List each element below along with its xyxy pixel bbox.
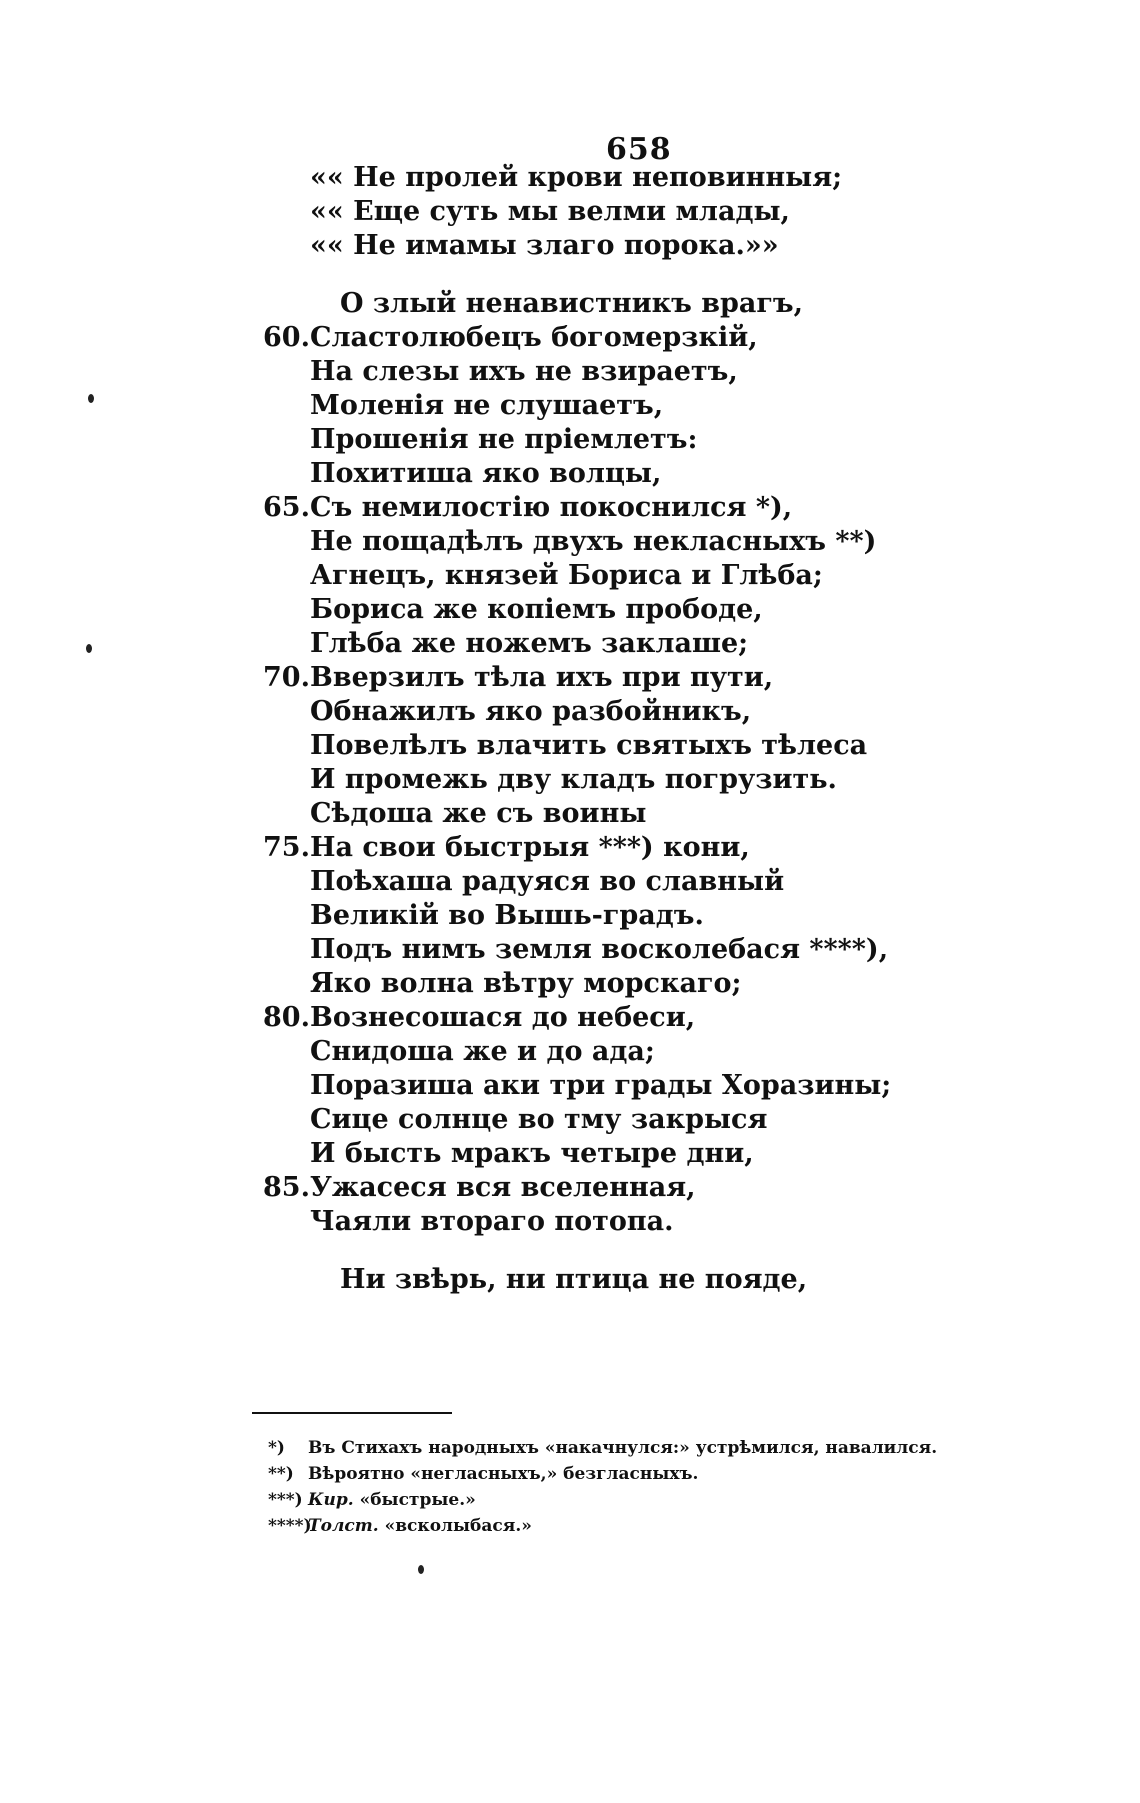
footnote [268,1514,532,1538]
line-text: О злый ненавистникъ врагъ, [340,288,804,319]
line-number: 60. [263,322,310,353]
footnote-text: Вѣроятно «негласныхъ,» безгласныхъ. [308,1464,699,1484]
line-number: 65. [263,492,310,523]
verse-line [0,1068,1140,1104]
verse-line [0,932,1140,968]
line-text: На свои быстрыя ***) кони, [310,832,750,863]
line-number: 70. [263,662,310,693]
line-text: Повелѣлъ влачить святыхъ тѣлеса [310,730,868,761]
line-text: Великій во Вышь-градъ. [310,900,704,931]
line-text: Прошенія не пріемлетъ: [310,424,698,455]
footnote [268,1436,937,1460]
verse-line [0,898,1140,934]
footnote [268,1488,476,1512]
footnote-text: «быстрые.» [359,1490,476,1510]
verse-line [0,694,1140,730]
line-text: Не пощадѣлъ двухъ неклаcныхъ **) [310,526,877,557]
verse-line [0,524,1140,560]
verse-line [0,1262,1140,1298]
line-text: Глѣба же ножемъ заклаше; [310,628,749,659]
line-text: Съ немилостію покоснился *), [310,492,793,523]
line-text: Ужасеся вся вселенная, [310,1172,696,1203]
verse-line [0,592,1140,628]
verse-line [0,830,1140,866]
verse-line [0,660,1140,696]
line-text: Сластолюбецъ богомерзкій, [310,322,758,353]
verse-line [0,558,1140,594]
line-text: Бориса же копіемъ прободе, [310,594,763,625]
footnote-mark: *) [268,1438,285,1458]
line-text: И бысть мракъ четыре дни, [310,1138,754,1169]
footnote-source: Толст. [308,1516,379,1536]
line-number: 85. [263,1172,310,1203]
footnote-mark: ***) [268,1490,303,1510]
line-text: Поразиша аки три грады Хоразины; [310,1070,892,1101]
verse-line [0,422,1140,458]
footnote-mark: ****) [268,1516,312,1536]
verse-line [0,194,1140,230]
verse-line [0,388,1140,424]
verse-line [0,728,1140,764]
footnote-mark: **) [268,1464,294,1484]
verse-line [0,966,1140,1002]
verse-line [0,1102,1140,1138]
verse-line [0,320,1140,356]
line-text: На слезы ихъ не взираетъ, [310,356,738,387]
line-text: «« Не имамы злаго порока.»» [310,230,779,261]
line-text: Вознесошася до небеси, [310,1002,696,1033]
footnote [268,1462,698,1486]
footnote-text: «всколыбася.» [384,1516,532,1536]
ink-speck [418,1565,424,1574]
verse-line [0,1034,1140,1070]
ink-speck [86,644,92,653]
line-number: 80. [263,1002,310,1033]
footnote-text: Въ Стихахъ народныхъ «накачнулся:» устрѣмился, навалился. [308,1438,938,1458]
line-text: Сѣдоша же съ воины [310,798,647,829]
line-text: Поѣхаша радуяся во славный [310,866,785,897]
verse-line [0,1204,1140,1240]
ink-speck [88,394,94,403]
line-text: Яко волна вѣтру морскаго; [310,968,742,999]
line-text: Чаяли втораго потопа. [310,1206,674,1237]
verse-line [0,864,1140,900]
verse-line [0,490,1140,526]
verse-line [0,1170,1140,1206]
line-number: 75. [263,832,310,863]
verse-line [0,762,1140,798]
line-text: Обнажилъ яко разбойникъ, [310,696,752,727]
verse-line [0,1136,1140,1172]
verse-line [0,456,1140,492]
verse-line [0,160,1140,196]
verse-line [0,626,1140,662]
footnote-divider [252,1412,452,1414]
line-text: Ни звѣрь, ни птица не поядe, [340,1264,808,1295]
line-text: Вверзилъ тѣла ихъ при пути, [310,662,774,693]
line-text: Похитиша яко волцы, [310,458,662,489]
line-text: «« Не пролей крови неповинныя; [310,162,843,193]
line-text: Сице солнце во тму закрыся [310,1104,768,1135]
line-text: Агнецъ, князей Бориса и Глѣба; [310,560,823,591]
line-text: Подъ нимъ земля восколебася ****), [310,934,889,965]
line-text: «« Еще суть мы велми млады, [310,196,790,227]
verse-line [0,228,1140,264]
line-text: Моленія не слушаетъ, [310,390,664,421]
line-text: Снидоша же и до ада; [310,1036,655,1067]
page-number: 658 [606,132,672,167]
verse-line [0,1000,1140,1036]
verse-line [0,354,1140,390]
verse-line [0,796,1140,832]
line-text: И промежь дву кладъ погрузить. [310,764,837,795]
footnote-source: Кир. [308,1490,354,1510]
verse-line [0,286,1140,322]
